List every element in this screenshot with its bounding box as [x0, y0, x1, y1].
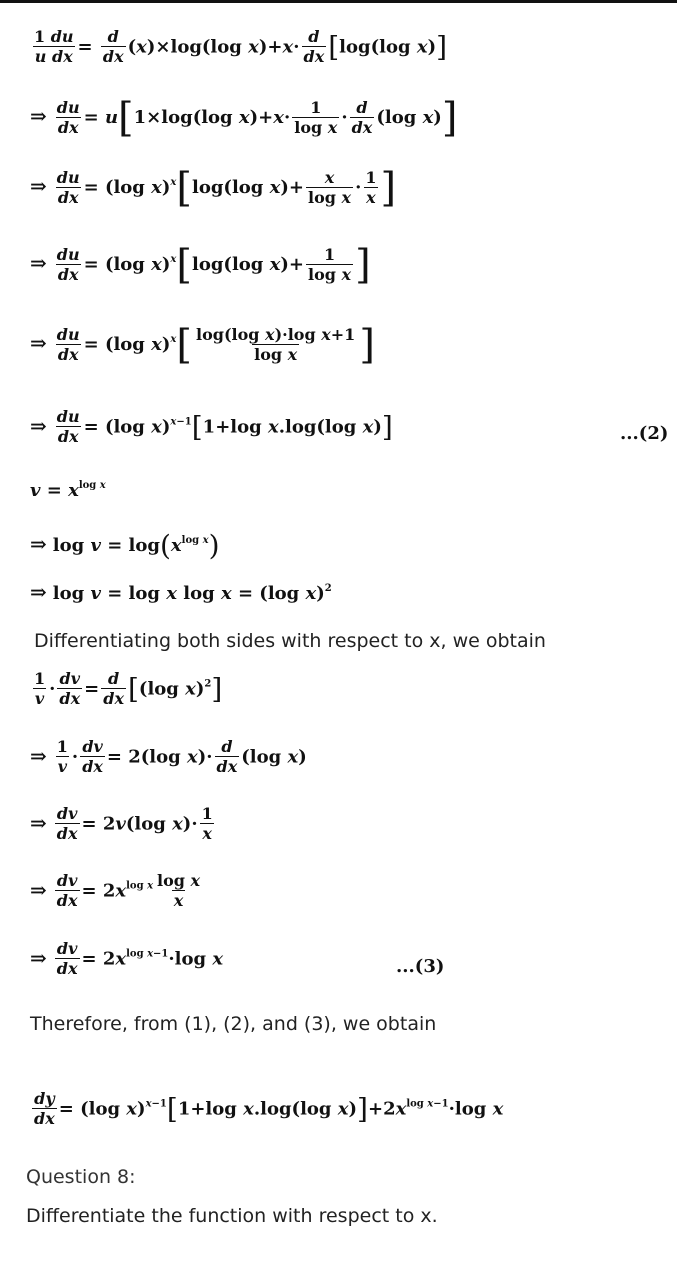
- equation-line-8: ⇒ $\log v = \log(x^{log x})$: [30, 529, 220, 562]
- equation-line-2: ⇒ $\frac{du}{dx}$ = u[1×log(log x)+x· $\frac{1}{\text{log x}}$ · $\frac{d}{dx}$ (log x)]: [30, 95, 458, 141]
- equation-line-final: $\frac{dy}{dx}$ = (log x)$^{x-1}$[1+log x.log(log $x)]+2x^{log x-1}\cdot\log$ x: [34, 1089, 504, 1128]
- equation-line-7: $v = x^{log x}$: [30, 480, 106, 501]
- question-text: Differentiate the function with respect to x.: [26, 1205, 438, 1227]
- equation-line-4: ⇒ $\frac{du}{dx}$ = (log x)$^x$[log(log x)+ $\frac{1}{\text{log x}}$ ]: [30, 242, 371, 288]
- body-text-therefore: Therefore, from (1), (2), and (3), we obtain: [30, 1013, 437, 1035]
- equation-line-10: $\frac{1}{v}$ · $\frac{dv}{dx}$ = $\frac{d}{dx}$ [(log x)$^2$]: [34, 669, 223, 708]
- equation-tag-2: ...(2): [620, 423, 669, 444]
- equation-line-14: ⇒ $\frac{dv}{dx}$ = $2x^{log x-1}\cdot\log$ x: [30, 939, 224, 978]
- equation-line-6: ⇒ $\frac{du}{dx}$ = (log x)$^{x-1}$[1+log x.log(log x)]: [30, 407, 393, 446]
- equation-line-9: ⇒ log v = log x log x = (log x)$^2$: [30, 580, 332, 604]
- equation-line-13: ⇒ $\frac{dv}{dx}$ = $2x^{log x}$ $\frac{\text{log x}}{x}$: [30, 871, 201, 910]
- body-text-differentiating: Differentiating both sides with respect to x, we obtain: [34, 630, 546, 652]
- equation-line-11: ⇒ $\frac{1}{v}$ · $\frac{dv}{dx}$ = 2(log x)· $\frac{d}{dx}$ (log x): [30, 737, 307, 776]
- equation-line-3: ⇒ $\frac{du}{dx}$ = (log x)$^x$[log(log x)+ $\frac{x}{\text{log x}}$ · $\frac{1}{x}$ ]: [30, 165, 397, 211]
- question-heading: Question 8:: [26, 1166, 136, 1188]
- equation-tag-3: ...(3): [396, 956, 445, 977]
- top-rule: [0, 0, 677, 3]
- equation-line-12: ⇒ $\frac{dv}{dx}$ = 2v(log x)· $\frac{1}{x}$: [30, 804, 213, 843]
- equation-line-1: $\frac{1 du}{\text{u dx}}$ = $\frac{d}{dx}$ (x)×log(log x)+x· $\frac{d}{dx}$ [log(log x)]: [34, 27, 448, 66]
- equation-line-5: ⇒ $\frac{du}{dx}$ = (log x)$^x$[ $\frac{\text{log(log x)·log x+1}}{\text{log x}}$ ]: [30, 322, 375, 368]
